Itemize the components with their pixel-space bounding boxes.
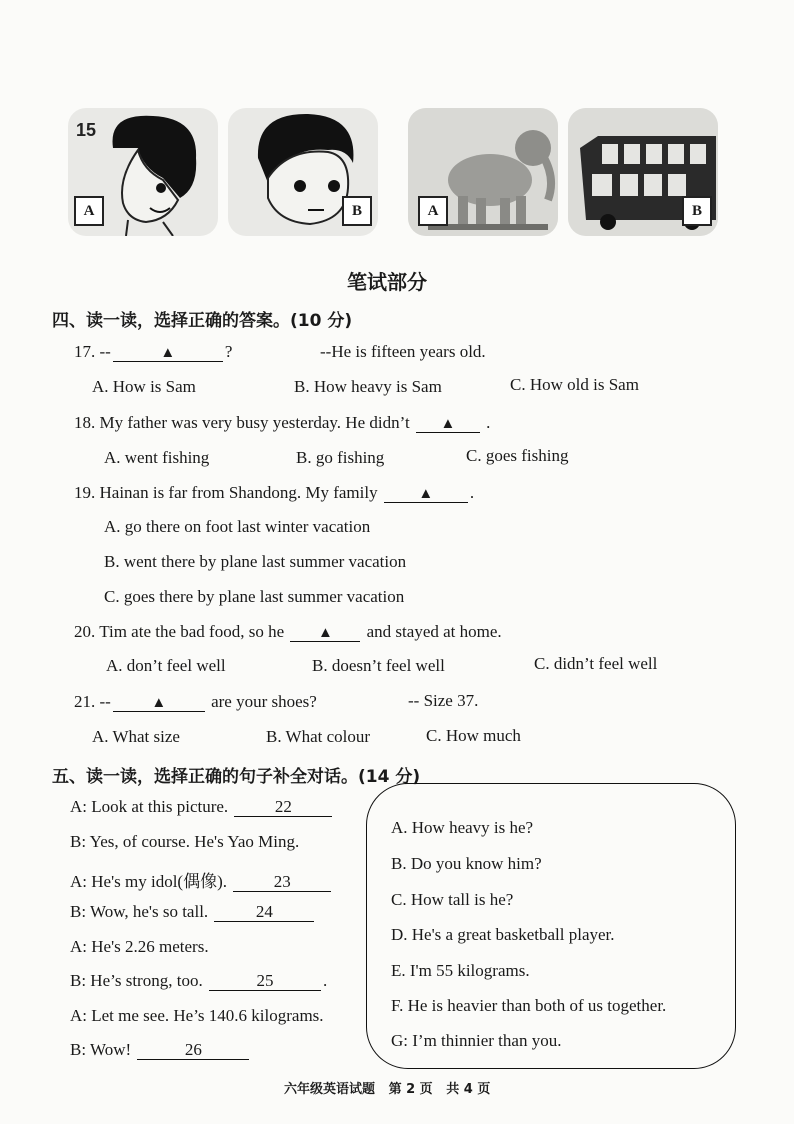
part5-heading: 五、读一读，选择正确的句子补全对话。(14 分) [52,767,421,787]
page-footer: 六年级英语试题 第 2 页 共 4 页 [284,1082,491,1097]
q16-picture-b [568,108,718,236]
answer-blank: 23 [233,873,331,892]
option: C. How tall is he? [391,890,514,909]
option: C. didn’t feel well [534,654,658,673]
option-a-label: A [418,196,448,226]
option: C. goes there by plane last summer vacation [104,587,405,606]
dialogue-line: B: Wow! 26 [70,1040,251,1060]
q15-picture-a [68,108,218,236]
question-17-stem: 17. -- ▲ ? [74,342,233,361]
answer-blank: ▲ [151,695,167,711]
option: A. How heavy is he? [391,818,534,837]
q16-picture-a [408,108,558,236]
question-20-stem: 20. Tim ate the bad food, so he ▲ and stayed at home. [74,622,502,641]
section-title: 笔试部分 [347,270,427,294]
option: C. How much [426,726,521,745]
option: A. How is Sam [92,377,196,396]
option: A. went fishing [104,448,210,467]
option: F. He is heavier than both of us together. [391,996,667,1015]
option: A. don’t feel well [106,656,226,675]
q15-picture-b [228,108,378,236]
dialogue-line: A: Look at this picture. 22 [70,797,334,817]
answer-blank: ▲ [418,486,434,502]
option: B. went there by plane last summer vacation [104,552,407,571]
option: B. go fishing [296,448,385,467]
option: G: I’m thinnier than you. [391,1031,562,1050]
option: E. I'm 55 kilograms. [391,961,530,980]
option: B. Do you know him? [391,854,542,873]
option: D. He's a great basketball player. [391,925,615,944]
options-box [366,783,736,1069]
option: C. How old is Sam [510,375,639,394]
part4-heading: 四、读一读，选择正确的答案。(10 分) [52,311,353,331]
option: A. go there on foot last winter vacation [104,517,371,536]
option-b-label: B [682,196,712,226]
answer-blank: 24 [214,903,314,922]
option: B. doesn’t feel well [312,656,445,675]
answer-blank: 22 [234,798,332,817]
dialogue-line: B: He’s strong, too. 25 . [70,971,328,990]
dialogue-line: A: He's 2.26 meters. [70,937,209,956]
option: C. goes fishing [466,446,569,465]
dialogue-line: A: Let me see. He’s 140.6 kilograms. [70,1006,324,1025]
question-21-stem: 21. -- ▲ are your shoes? [74,692,317,711]
option: B. What colour [266,727,371,746]
answer-blank: ▲ [160,345,176,361]
answer-blank: 26 [137,1041,249,1060]
answer-blank: ▲ [440,416,456,432]
dialogue-line: A: He's my idol(偶像). 23 [70,867,333,892]
option-a-label: A [74,196,104,226]
option: A. What size [92,727,180,746]
question-21-reply: -- Size 37. [408,691,479,710]
question-17-reply: --He is fifteen years old. [320,342,486,361]
answer-blank: 25 [209,972,321,991]
option: B. How heavy is Sam [294,377,442,396]
question-number: 15 [76,120,97,140]
question-19-stem: 19. Hainan is far from Shandong. My family ▲ . [74,483,475,502]
option-b-label: B [342,196,372,226]
question-18-stem: 18. My father was very busy yesterday. He didn’t ▲ . [74,413,491,432]
dialogue-line: B: Yes, of course. He's Yao Ming. [70,832,300,851]
answer-blank: ▲ [317,625,333,641]
dialogue-line: B: Wow, he's so tall. 24 [70,902,316,922]
